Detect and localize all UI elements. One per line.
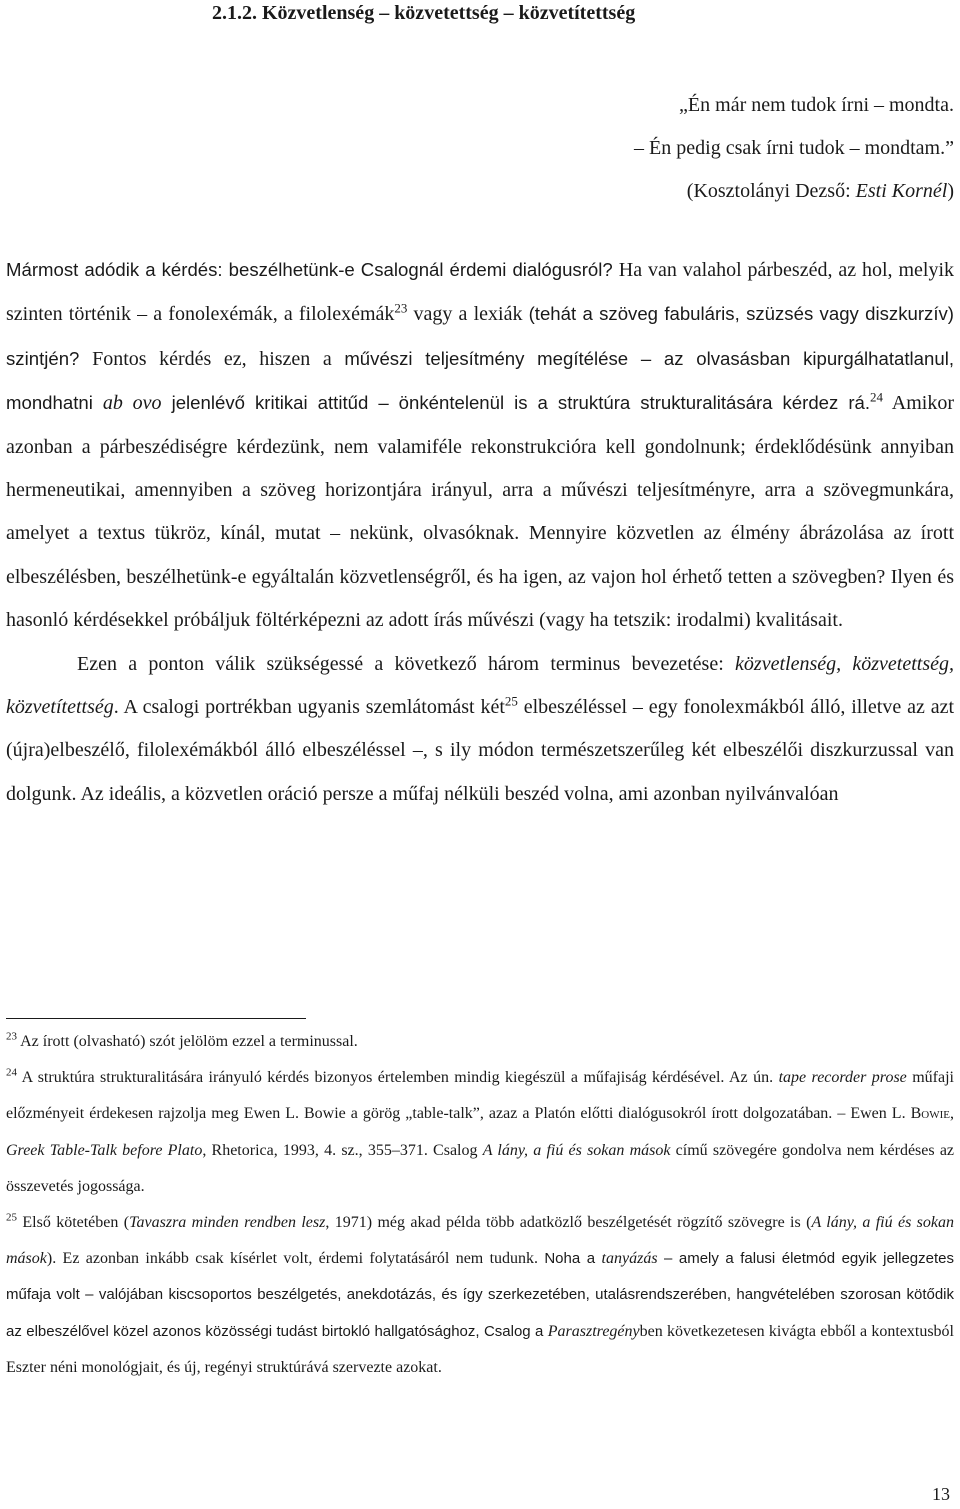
epigraph-source: (Kosztolányi Dezső: Esti Kornél) xyxy=(686,180,954,202)
footnote-24: $^{24}$ A struktúra strukturalitására irányuló kérdés bizonyos értelemben mindig kiegészül a műfajiság kérdésével. Az ún. tape recorder prose műfaji előzményeit érdekesen rajzolja meg Ewen L. Bowie a görög „table-talk”, azaz a Platón előtti dialógusokról írott dolgozatában. – Ewen L. Bowie, Greek Table-Talk before Plato, Rhetorica, 1993, 4. sz., 355–371. Csalog A lány, a fiú és sokan mások című szövegére gondolva nem kérdéses az összevetés jogossága. xyxy=(6,1066,955,1195)
footnotes xyxy=(6,1024,954,1386)
main-text xyxy=(6,248,954,816)
epigraph-line: „Én már nem tudok írni – mondta. xyxy=(679,94,954,116)
footnote-ref-25[interactable]: 25 xyxy=(504,693,518,709)
section-heading: 2.1.2. Közvetlenség – közvetettség – közvetítettség xyxy=(212,2,636,24)
page-number: 13 xyxy=(932,1484,950,1504)
footnote-ref-24[interactable]: 24 xyxy=(870,389,884,405)
footnote-divider xyxy=(6,1018,306,1019)
paragraph: Ezen a ponton válik szükségessé a következő három terminus bevezetése: közvetlenség, közvetettség, közvetítettség. A csalogi portrékban ugyanis szemlátomást két$^{25}$ elbeszéléssel – egy fonolexmákból álló, illetve az azt (újra)elbeszélő, filolexémákból álló elbeszéléssel –, s ily módon természetszerűleg két elbeszélői diszkurzussal van dolgunk. Az ideális, a közvetlen oráció persze a műfaj nélküli beszéd volna, ami azonban nyilvánvalóan xyxy=(6,652,955,805)
epigraph-source-title: Esti Kornél xyxy=(855,180,948,202)
footnote-23: $^{23}$ Az írott (olvasható) szót jelölöm ezzel a terminussal. xyxy=(6,1030,358,1050)
footnote-25: $^{25}$ Első kötetében (Tavaszra minden rendben lesz, 1971) még akad példa több adatközlő beszélgetését rögzítő szövegre is (A lány, a fiú és sokan mások). Ez azonban inkább csak kísérlet volt, érdemi folytatásáról nem tudunk. Noha a tanyázás – amely a falusi életmód egyik jellegzetes műfaja volt – valójában kiscsoportos beszélgetés, anekdotázás, és így szerkezetében, utalásrendszerében, hangvételében szorosan kötődik az elbeszélővel közel azonos közösségi tudást birtokló hallgatósághoz, Csalog a Parasztregényben következetesen kivágta ebből a kontextusból Eszter néni monológjait, és új, regényi struktúrává szervezte azokat. xyxy=(6,1211,955,1376)
footnote-ref-23[interactable]: 23 xyxy=(394,300,408,316)
paragraph: Mármost adódik a kérdés: beszélhetünk-e Csalognál érdemi dialógusról? Ha van valahol párbeszéd, az hol, melyik szinten történik – a fonolexémák, a filolexémák$^{23}$ vagy a lexiák (tehát a szöveg fabuláris, szüzsés vagy diszkurzív) szintjén? Fontos kérdés ez, hiszen a művészi teljesítmény megítélése – az olvasásban kipurgálhatatlanul, mondhatni ab ovo jelenlévő kritikai attitűd – önkéntelenül is a struktúra strukturalitására kérdez rá.$^{24}$ Amikor azonban a párbeszédiségre kérdezünk, nem valamiféle rekonstrukcióra kell gondolnunk; érdeklődésünk annyiban hermeneutikai, amennyiben a szöveg horizontjára irányul, arra a művészi teljesítményre, arra a szövegmunkára, amelyet a textus tükröz, kínál, mutat – nekünk, olvasóknak. Mennyire közvetlen az élmény ábrázolása az írott elbeszélésben, beszélhetünk-e egyáltalán közvetlenségről, és ha igen, az vajon hol érhető tetten a szövegben? Ilyen és hasonló kérdésekkel próbáljuk föltérképezni az adott írás művészi (vagy ha tetszik: irodalmi) kvalitásait. xyxy=(6,259,954,632)
epigraph-line: – Én pedig csak írni tudok – mondtam.” xyxy=(634,137,954,159)
document-page xyxy=(6,0,954,1509)
epigraph xyxy=(634,84,954,213)
